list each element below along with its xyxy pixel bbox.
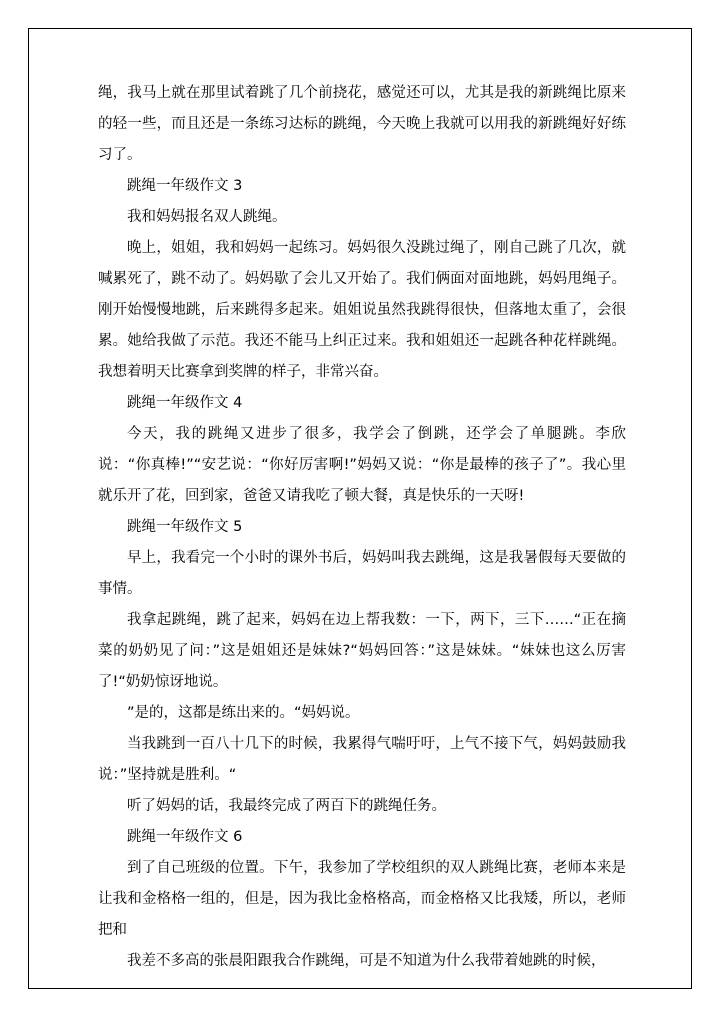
paragraph: 我和妈妈报名双人跳绳。 bbox=[127, 209, 287, 225]
paragraph: 今天，我的跳绳又进步了很多，我学会了倒跳，还学会了单腿跳。李欣说：“你真棒!”“安艺说：“你好厉害啊!”妈妈又说：“你是最棒的孩子了”。我心里就乐开了花，回到家，爸爸又请我吃了顿大餐，真是快乐的一天呀! bbox=[98, 426, 626, 504]
document-body bbox=[98, 78, 626, 977]
essay-heading: 跳绳一年级作文 6 bbox=[127, 829, 243, 845]
paragraph: 我差不多高的张晨阳跟我合作跳绳，可是不知道为什么我带着她跳的时候， bbox=[127, 953, 606, 969]
paragraph: 绳，我马上就在那里试着跳了几个前挠花，感觉还可以，尤其是我的新跳绳比原来的轻一些，而且还是一条练习达标的跳绳，今天晚上我就可以用我的新跳绳好好练习了。 bbox=[98, 85, 626, 163]
essay-heading: 跳绳一年级作文 3 bbox=[127, 178, 243, 194]
essay-heading: 跳绳一年级作文 4 bbox=[127, 395, 243, 411]
essay-heading: 跳绳一年级作文 5 bbox=[127, 519, 243, 535]
paragraph: ”是的，这都是练出来的。“妈妈说。 bbox=[127, 705, 360, 721]
paragraph: 早上，我看完一个小时的课外书后，妈妈叫我去跳绳，这是我暑假每天要做的事情。 bbox=[98, 550, 626, 597]
paragraph: 我拿起跳绳，跳了起来，妈妈在边上帮我数：一下，两下，三下……“正在摘菜的奶奶见了问：”这是姐姐还是妹妹?“妈妈回答：”这是妹妹。“妹妹也这么厉害了!“奶奶惊讶地说。 bbox=[98, 612, 626, 690]
paragraph: 晚上，姐姐，我和妈妈一起练习。妈妈很久没跳过绳了，刚自己跳了几次，就喊累死了，跳不动了。妈妈歇了会儿又开始了。我们俩面对面地跳，妈妈甩绳子。刚开始慢慢地跳，后来跳得多起来。姐姐说虽然我跳得很快，但落地太重了，会很累。她给我做了示范。我还不能马上纠正过来。我和姐姐还一起跳各种花样跳绳。我想着明天比赛拿到奖牌的样子，非常兴奋。 bbox=[98, 240, 626, 380]
paragraph: 听了妈妈的话，我最终完成了两百下的跳绳任务。 bbox=[127, 798, 446, 814]
paragraph: 当我跳到一百八十几下的时候，我累得气喘吁吁，上气不接下气，妈妈鼓励我说：”坚持就是胜利。“ bbox=[98, 736, 626, 783]
paragraph: 到了自己班级的位置。下午，我参加了学校组织的双人跳绳比赛，老师本来是让我和金格格一组的，但是，因为我比金格格高，而金格格又比我矮，所以，老师把和 bbox=[98, 860, 626, 938]
